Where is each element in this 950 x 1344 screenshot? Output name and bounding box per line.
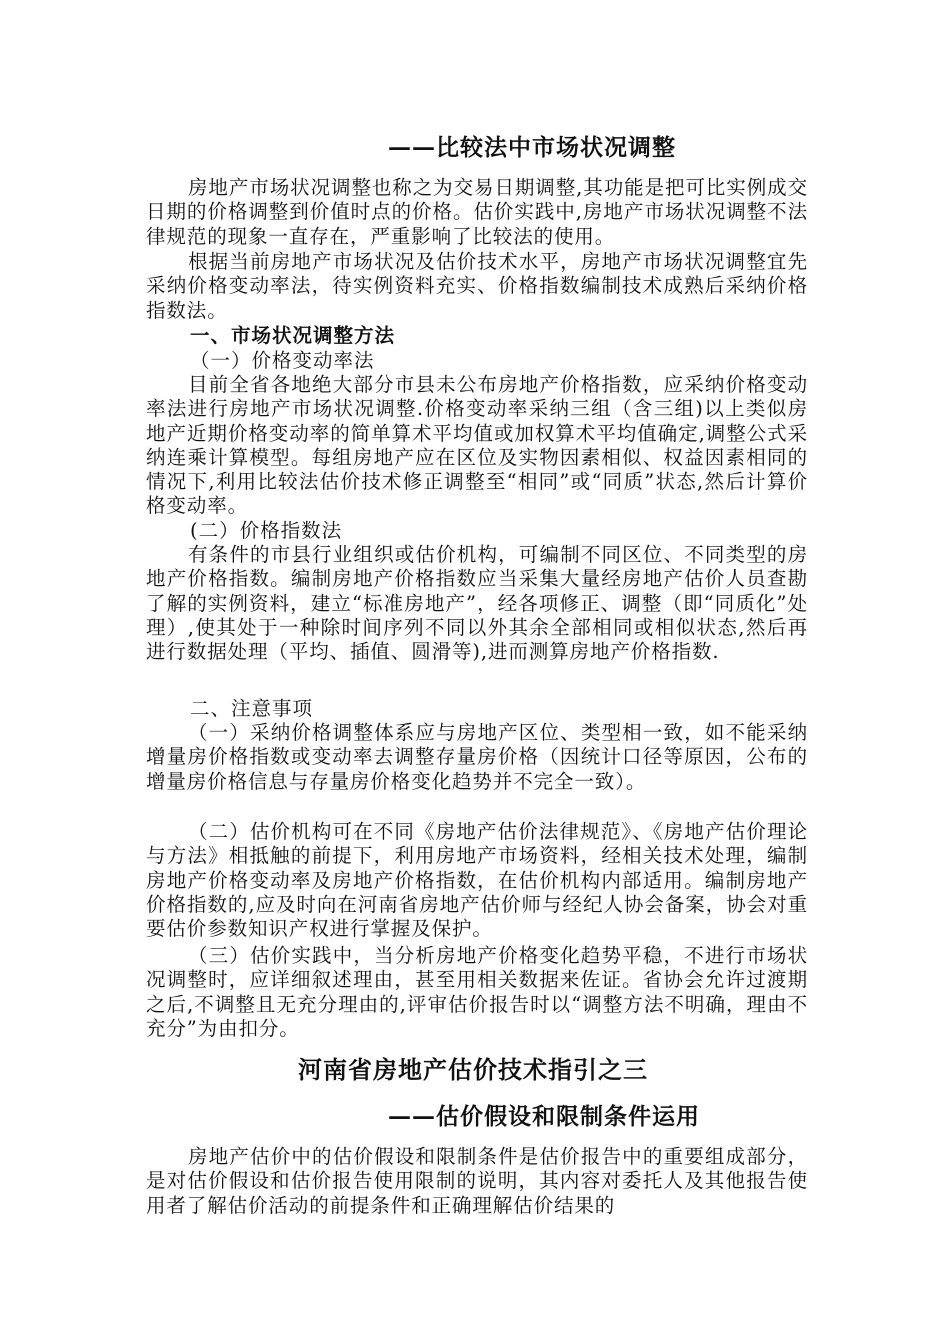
section1-subtitle: ——比较法中市场状况调整 bbox=[388, 134, 676, 161]
note-2-paragraph: （二）估价机构可在不同《房地产估价法律规范》、《房地产估价理论与方法》相抵触的前提下，利用房地产市场资料，经相关技术处理，编制房地产价格变动率及房地产价格指数，在估价机构内部适用。编制房地产价格指数的,应及时向在河南省房地产估价师与经纪人协会备案，协会对重要估价参数知识产权进行掌握及保护。 bbox=[146, 820, 808, 941]
heading-adjustment-methods: 一、市场状况调整方法 bbox=[190, 324, 396, 347]
subheading-price-change-rate: （一）价格变动率法 bbox=[190, 349, 375, 372]
note-1-paragraph: （一）采纳价格调整体系应与房地产区位、类型相一致，如不能采纳增量房价格指数或变动率去调整存量房价格（因统计口径等原因，公布的增量房价格信息与存量房价格变化趋势并不完全一致）。 bbox=[146, 721, 808, 793]
section1-intro-paragraph-1: 房地产市场状况调整也称之为交易日期调整,其功能是把可比实例成交日期的价格调整到价值时点的价格。估价实践中,房地产市场状况调整不法律规范的现象一直存在，严重影响了比较法的使用。 bbox=[146, 176, 808, 248]
heading-notes: 二、注意事项 bbox=[190, 697, 314, 720]
price-change-rate-paragraph: 目前全省各地绝大部分市县未公布房地产价格指数，应采纳价格变动率法进行房地产市场状况调整.价格变动率采纳三组（含三组)以上类似房地产近期价格变动率的简单算术平均值或加权算术平均值确定,调整公式采纳连乘计算模型。每组房地产应在区位及实物因素相似、权益因素相同的情况下,利用比较法估价技术修正调整至“相同”或“同质”状态,然后计算价格变动率。 bbox=[146, 373, 808, 518]
section1-intro-paragraph-2: 根据当前房地产市场状况及估价技术水平，房地产市场状况调整宜先采纳价格变动率法，待实例资料充实、价格指数编制技术成熟后采纳价格指数法。 bbox=[146, 250, 808, 322]
section2-intro-paragraph: 房地产估价中的估价假设和限制条件是估价报告中的重要组成部分，是对估价假设和估价报告使用限制的说明，其内容对委托人及其他报告使用者了解估价活动的前提条件和正确理解估价结果的 bbox=[146, 1145, 808, 1217]
subheading-price-index: (二）价格指数法 bbox=[190, 519, 343, 542]
section2-title: 河南省房地产估价技术指引之三 bbox=[298, 1055, 648, 1084]
price-index-paragraph: 有条件的市县行业组织或估价机构，可编制不同区位、不同类型的房地产价格指数。编制房地产价格指数应当采集大量经房地产估价人员查勘了解的实例资料，建立“标准房地产”，经各项修正、调整（即“同质化”处理）,使其处于一种除时间序列不同以外其余全部相同或相似状态,然后再进行数据处理（平均、插值、圆滑等),进而测算房地产价格指数. bbox=[146, 543, 808, 664]
note-3-paragraph: （三）估价实践中，当分析房地产价格变化趋势平稳，不进行市场状况调整时，应详细叙述理由，甚至用相关数据来佐证。省协会允许过渡期之后,不调整且无充分理由的,评审估价报告时以“调整方法不明确，理由不充分”为由扣分。 bbox=[146, 944, 808, 1040]
section2-subtitle: ——估价假设和限制条件运用 bbox=[388, 1103, 700, 1130]
